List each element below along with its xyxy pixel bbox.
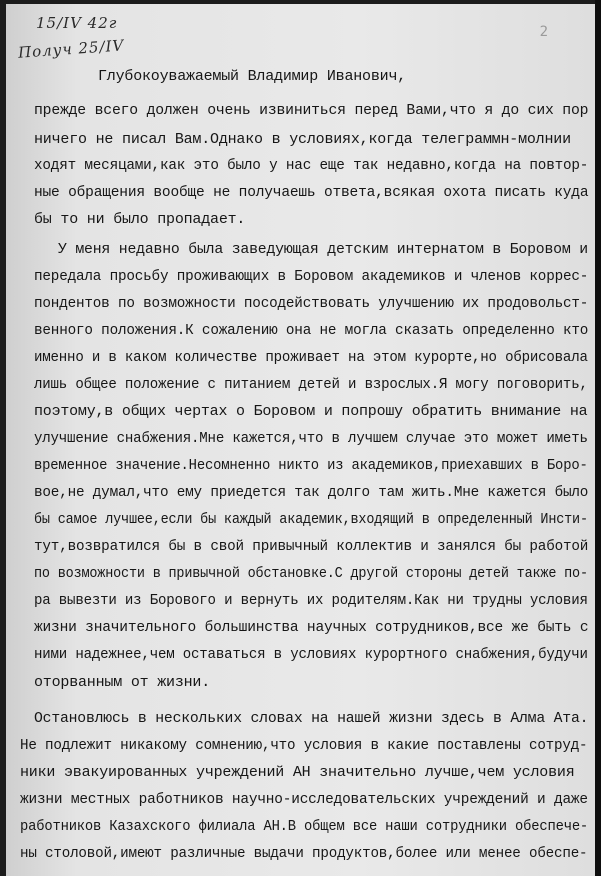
handwritten-received-note: Получ 25/IV xyxy=(17,36,125,62)
handwritten-date: 15/IV 42г xyxy=(36,14,118,32)
text-line: по возможности в привычной обстановке.С другой стороны детей также по- xyxy=(34,565,588,582)
text-line: пондентов по возможности посодействовать улучшению их продовольст- xyxy=(34,295,589,312)
text-line: ра вывезти из Борового и вернуть их родителям.Как ни трудны условия xyxy=(34,592,588,609)
text-line: ними надежнее,чем оставаться в условиях курортного снабжения,будучи xyxy=(34,646,588,663)
text-line: бы то ни было пропадает. xyxy=(34,211,246,228)
text-line: ники эвакуированных учреждений АН значительно лучше,чем условия xyxy=(20,764,575,781)
scan-edge xyxy=(595,0,601,876)
text-line: жизни значительного большинства научных сотрудников,все же быть с xyxy=(34,619,589,636)
text-line: ничего не писал Вам.Однако в условиях,когда телеграммн-молнии xyxy=(34,131,571,148)
text-line: оторванным от жизни. xyxy=(34,674,211,691)
text-line: прежде всего должен очень извиниться перед Вами,что я до сих пор xyxy=(34,102,589,119)
text-line: ные обращения вообще не получаешь ответа,всякая охота писать куда xyxy=(34,184,589,201)
text-line: временное значение.Несомненно никто из академиков,приехавших в Боро- xyxy=(34,457,588,474)
text-line: лишь общее положение с питанием детей и взрослых.Я могу поговорить, xyxy=(34,376,588,393)
letter-page xyxy=(6,4,596,876)
text-line: улучшение снабжения.Мне кажется,что в лучшем случае это может иметь xyxy=(34,430,588,447)
text-line: ны столовой,имеют различные выдачи продуктов,более или менее обеспе- xyxy=(20,845,588,862)
text-line: тут,возвратился бы в свой привычный коллектив и занялся бы работой xyxy=(34,538,589,555)
text-line: Остановлюсь в нескольких словах на нашей жизни здесь в Алма Ата. xyxy=(34,710,589,727)
page-number: 2 xyxy=(539,24,548,40)
text-line: работников Казахского филиала АН.В общем все наши сотрудники обеспече- xyxy=(20,818,589,835)
text-line: поэтому,в общих чертах о Боровом и попрошу обратить внимание на xyxy=(34,403,588,420)
text-line: Не подлежит никакому сомнению,что условия в какие поставлены сотруд- xyxy=(20,737,588,754)
text-line: именно и в каком количестве проживает на этом курорте,но обрисовала xyxy=(34,349,588,366)
text-line: передала просьбу проживающих в Боровом академиков и членов коррес- xyxy=(34,268,589,285)
text-line: жизни местных работников научно-исследовательских учреждений и даже xyxy=(20,791,588,808)
salutation: Глубокоуважаемый Владимир Иванович, xyxy=(98,68,407,85)
text-line: У меня недавно была заведующая детским интернатом в Боровом и xyxy=(58,241,588,258)
text-line: венного положения.К сожалению она не могла сказать определенно кто xyxy=(34,322,589,339)
text-line: бы самое лучшее,если бы каждый академик,входящий в определенный Инсти- xyxy=(34,511,588,528)
text-line: вое,не думал,что ему приедется так долго там жить.Мне кажется было xyxy=(34,484,589,501)
text-line: ходят месяцами,как это было у нас еще так недавно,когда на повтор- xyxy=(34,157,589,174)
